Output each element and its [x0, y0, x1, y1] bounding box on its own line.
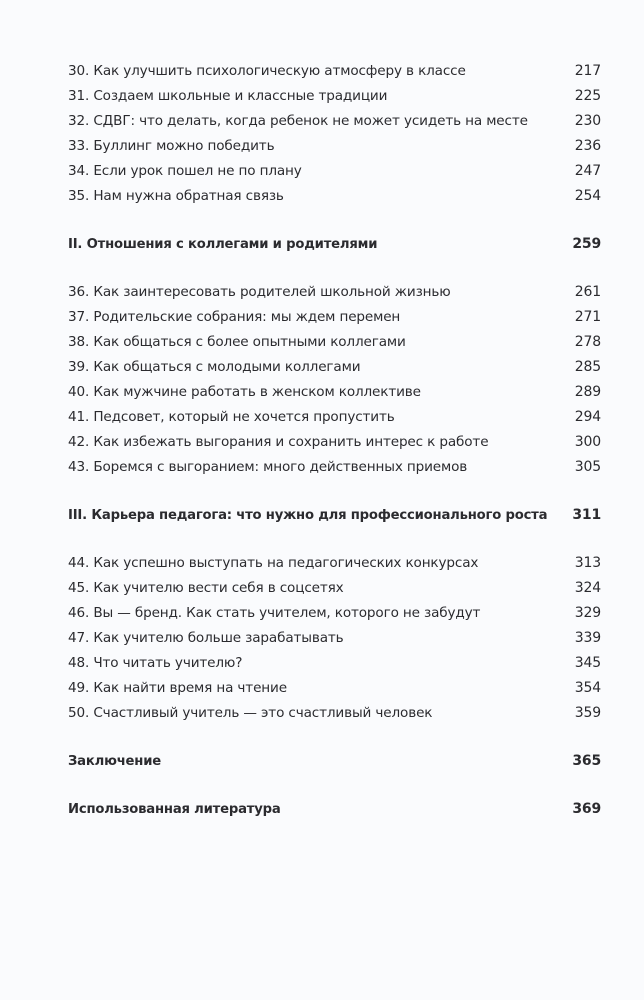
toc-entry: [68, 334, 601, 359]
entry-page: 236: [574, 138, 601, 154]
part-title: II. Отношения с коллегами и родителями: [68, 237, 378, 252]
toc-entry: [68, 384, 601, 409]
entry-page: 300: [574, 434, 601, 450]
conclusion-heading: [68, 753, 601, 778]
references-page: 369: [572, 801, 601, 817]
entry-title: 43. Боремся с выгоранием: много действенных приемов: [68, 459, 468, 475]
toc-entry: [68, 680, 601, 705]
toc-entry: [68, 284, 601, 309]
part-heading: [68, 507, 601, 532]
entry-page: 339: [574, 630, 601, 646]
entry-page: 261: [574, 284, 601, 300]
toc-entry: [68, 409, 601, 434]
entry-page: 345: [574, 655, 601, 671]
entry-page: 230: [574, 113, 601, 129]
entry-title: 45. Как учителю вести себя в соцсетях: [68, 580, 344, 596]
entry-page: 271: [574, 309, 601, 325]
entry-title: 30. Как улучшить психологическую атмосферу в классе: [68, 63, 466, 79]
entry-title: 32. СДВГ: что делать, когда ребенок не может усидеть на месте: [68, 113, 528, 129]
entry-title: 47. Как учителю больше зарабатывать: [68, 630, 344, 646]
toc-entry: [68, 88, 601, 113]
references-title: Использованная литература: [68, 802, 281, 817]
toc-entry: [68, 309, 601, 334]
toc-block-1: [68, 63, 601, 213]
table-of-contents: [68, 63, 601, 826]
entry-title: 34. Если урок пошел не по плану: [68, 163, 302, 179]
toc-entry: [68, 163, 601, 188]
conclusion-title: Заключение: [68, 754, 161, 769]
entry-title: 35. Нам нужна обратная связь: [68, 188, 284, 204]
entry-title: 38. Как общаться с более опытными коллегами: [68, 334, 406, 350]
entry-page: 217: [574, 63, 601, 79]
toc-entry: [68, 630, 601, 655]
toc-block-2: [68, 284, 601, 484]
part-heading: [68, 236, 601, 261]
entry-page: 294: [574, 409, 601, 425]
entry-title: 41. Педсовет, который не хочется пропустить: [68, 409, 395, 425]
entry-page: 254: [574, 188, 601, 204]
toc-entry: [68, 138, 601, 163]
entry-title: 50. Счастливый учитель — это счастливый человек: [68, 705, 433, 721]
part-title: III. Карьера педагога: что нужно для профессионального роста: [68, 508, 548, 523]
toc-entry: [68, 188, 601, 213]
entry-title: 40. Как мужчине работать в женском коллективе: [68, 384, 421, 400]
toc-block-3: [68, 555, 601, 730]
toc-entry: [68, 705, 601, 730]
entry-title: 36. Как заинтересовать родителей школьной жизнью: [68, 284, 451, 300]
toc-entry: [68, 605, 601, 630]
entry-title: 49. Как найти время на чтение: [68, 680, 287, 696]
entry-title: 31. Создаем школьные и классные традиции: [68, 88, 388, 104]
entry-page: 359: [574, 705, 601, 721]
toc-entry: [68, 459, 601, 484]
entry-page: 247: [574, 163, 601, 179]
toc-entry: [68, 113, 601, 138]
part-page: 259: [572, 236, 601, 252]
entry-page: 285: [574, 359, 601, 375]
entry-title: 42. Как избежать выгорания и сохранить интерес к работе: [68, 434, 489, 450]
toc-entry: [68, 655, 601, 680]
entry-page: 354: [574, 680, 601, 696]
entry-page: 225: [574, 88, 601, 104]
references-heading: [68, 801, 601, 826]
entry-page: 313: [574, 555, 601, 571]
toc-entry: [68, 63, 601, 88]
toc-entry: [68, 580, 601, 605]
entry-page: 324: [574, 580, 601, 596]
entry-title: 37. Родительские собрания: мы ждем перемен: [68, 309, 401, 325]
entry-page: 305: [574, 459, 601, 475]
toc-entry: [68, 555, 601, 580]
entry-title: 48. Что читать учителю?: [68, 655, 243, 671]
part-page: 311: [572, 507, 601, 523]
entry-title: 33. Буллинг можно победить: [68, 138, 275, 154]
entry-title: 46. Вы — бренд. Как стать учителем, которого не забудут: [68, 605, 481, 621]
entry-page: 289: [574, 384, 601, 400]
toc-entry: [68, 359, 601, 384]
entry-title: 39. Как общаться с молодыми коллегами: [68, 359, 361, 375]
entry-title: 44. Как успешно выступать на педагогических конкурсах: [68, 555, 479, 571]
toc-entry: [68, 434, 601, 459]
conclusion-page: 365: [572, 753, 601, 769]
entry-page: 278: [574, 334, 601, 350]
entry-page: 329: [574, 605, 601, 621]
